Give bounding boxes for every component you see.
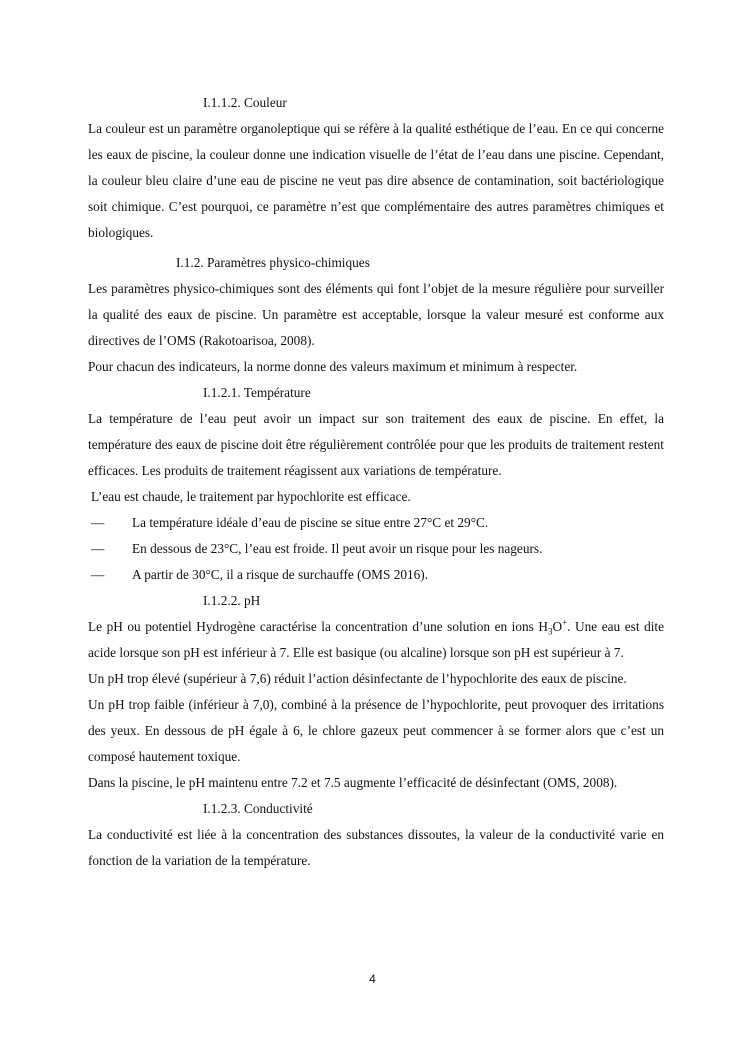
heading-conductivite: I.1.2.3. Conductivité bbox=[203, 801, 313, 816]
dash-marker: — bbox=[91, 515, 105, 530]
paragraph-ph-1 bbox=[88, 614, 664, 666]
dash-marker: — bbox=[91, 541, 105, 556]
heading-temperature: I.1.2.1. Température bbox=[203, 385, 311, 400]
list-item-text: A partir de 30°C, il a risque de surchauffe (OMS 2016). bbox=[132, 567, 429, 582]
paragraph-physico-1: Les paramètres physico-chimiques sont des éléments qui font l’objet de la mesure régulière pour surveiller la qualité des eaux de piscine. Un paramètre est acceptable, lorsque la valeur mesuré est conforme aux directives de l’OMS (Rakotoarisoa, 2008). bbox=[88, 281, 664, 348]
heading-physico-chimiques: I.1.2. Paramètres physico-chimiques bbox=[176, 255, 370, 270]
paragraph-ph-2: Un pH trop élevé (supérieur à 7,6) réduit l’action désinfectante de l’hypochlorite des eaux de piscine. bbox=[88, 671, 627, 686]
page-number: 4 bbox=[369, 972, 376, 986]
dash-marker: — bbox=[91, 567, 105, 582]
paragraph-temperature: La température de l’eau peut avoir un impact sur son traitement des eaux de piscine. En effet, la température des eaux de piscine doit être régulièrement contrôlée pour que les produits de traitement restent efficaces. Les produits de traitement réagissent aux variations de température. bbox=[88, 411, 664, 478]
line-temperature-chaude: L’eau est chaude, le traitement par hypochlorite est efficace. bbox=[91, 489, 411, 504]
list-item bbox=[88, 562, 664, 588]
heading-ph: I.1.2.2. pH bbox=[203, 593, 261, 608]
ph-superscript: + bbox=[562, 617, 568, 628]
list-item-text: En dessous de 23°C, l’eau est froide. Il peut avoir un risque pour les nageurs. bbox=[132, 541, 543, 556]
ph-text-ion: O bbox=[552, 619, 563, 634]
list-item bbox=[88, 536, 664, 562]
paragraph-ph-4: Dans la piscine, le pH maintenu entre 7.2 et 7.5 augmente l’efficacité de désinfectant (OMS, 2008). bbox=[88, 775, 618, 790]
heading-couleur: I.1.1.2. Couleur bbox=[203, 95, 287, 110]
paragraph-ph-3: Un pH trop faible (inférieur à 7,0), combiné à la présence de l’hypochlorite, peut provoquer des irritations des yeux. En dessous de pH égale à 6, le chlore gazeux peut commencer à se former alors que c’est un composé hautement toxique. bbox=[88, 697, 664, 764]
ph-text-end: . Une eau est dite acide lorsque son pH est inférieur à 7. Elle est basique (ou alcaline) lorsque son pH est supérieur à 7. bbox=[88, 619, 665, 660]
list-item bbox=[88, 510, 664, 536]
paragraph-physico-2: Pour chacun des indicateurs, la norme donne des valeurs maximum et minimum à respecter. bbox=[88, 359, 578, 374]
list-item-text: La température idéale d’eau de piscine se situe entre 27°C et 29°C. bbox=[132, 515, 489, 530]
ph-text-start: Le pH ou potentiel Hydrogène caractérise la concentration d’une solution en ions H bbox=[88, 619, 548, 634]
document-page bbox=[88, 90, 664, 874]
paragraph-couleur: La couleur est un paramètre organoleptique qui se réfère à la qualité esthétique de l’eau. En ce qui concerne les eaux de piscine, la couleur donne une indication visuelle de l’état de l’eau dans une piscine. Cependant, la couleur bleu claire d’une eau de piscine ne veut pas dire absence de contamination, soit bactériologique soit chimique. C’est pourquoi, ce paramètre n’est que complémentaire des autres paramètres chimiques et biologiques. bbox=[88, 121, 664, 240]
ph-subscript: 3 bbox=[547, 626, 553, 637]
paragraph-conductivite: La conductivité est liée à la concentration des substances dissoutes, la valeur de la conductivité varie en fonction de la variation de la température. bbox=[88, 827, 664, 868]
